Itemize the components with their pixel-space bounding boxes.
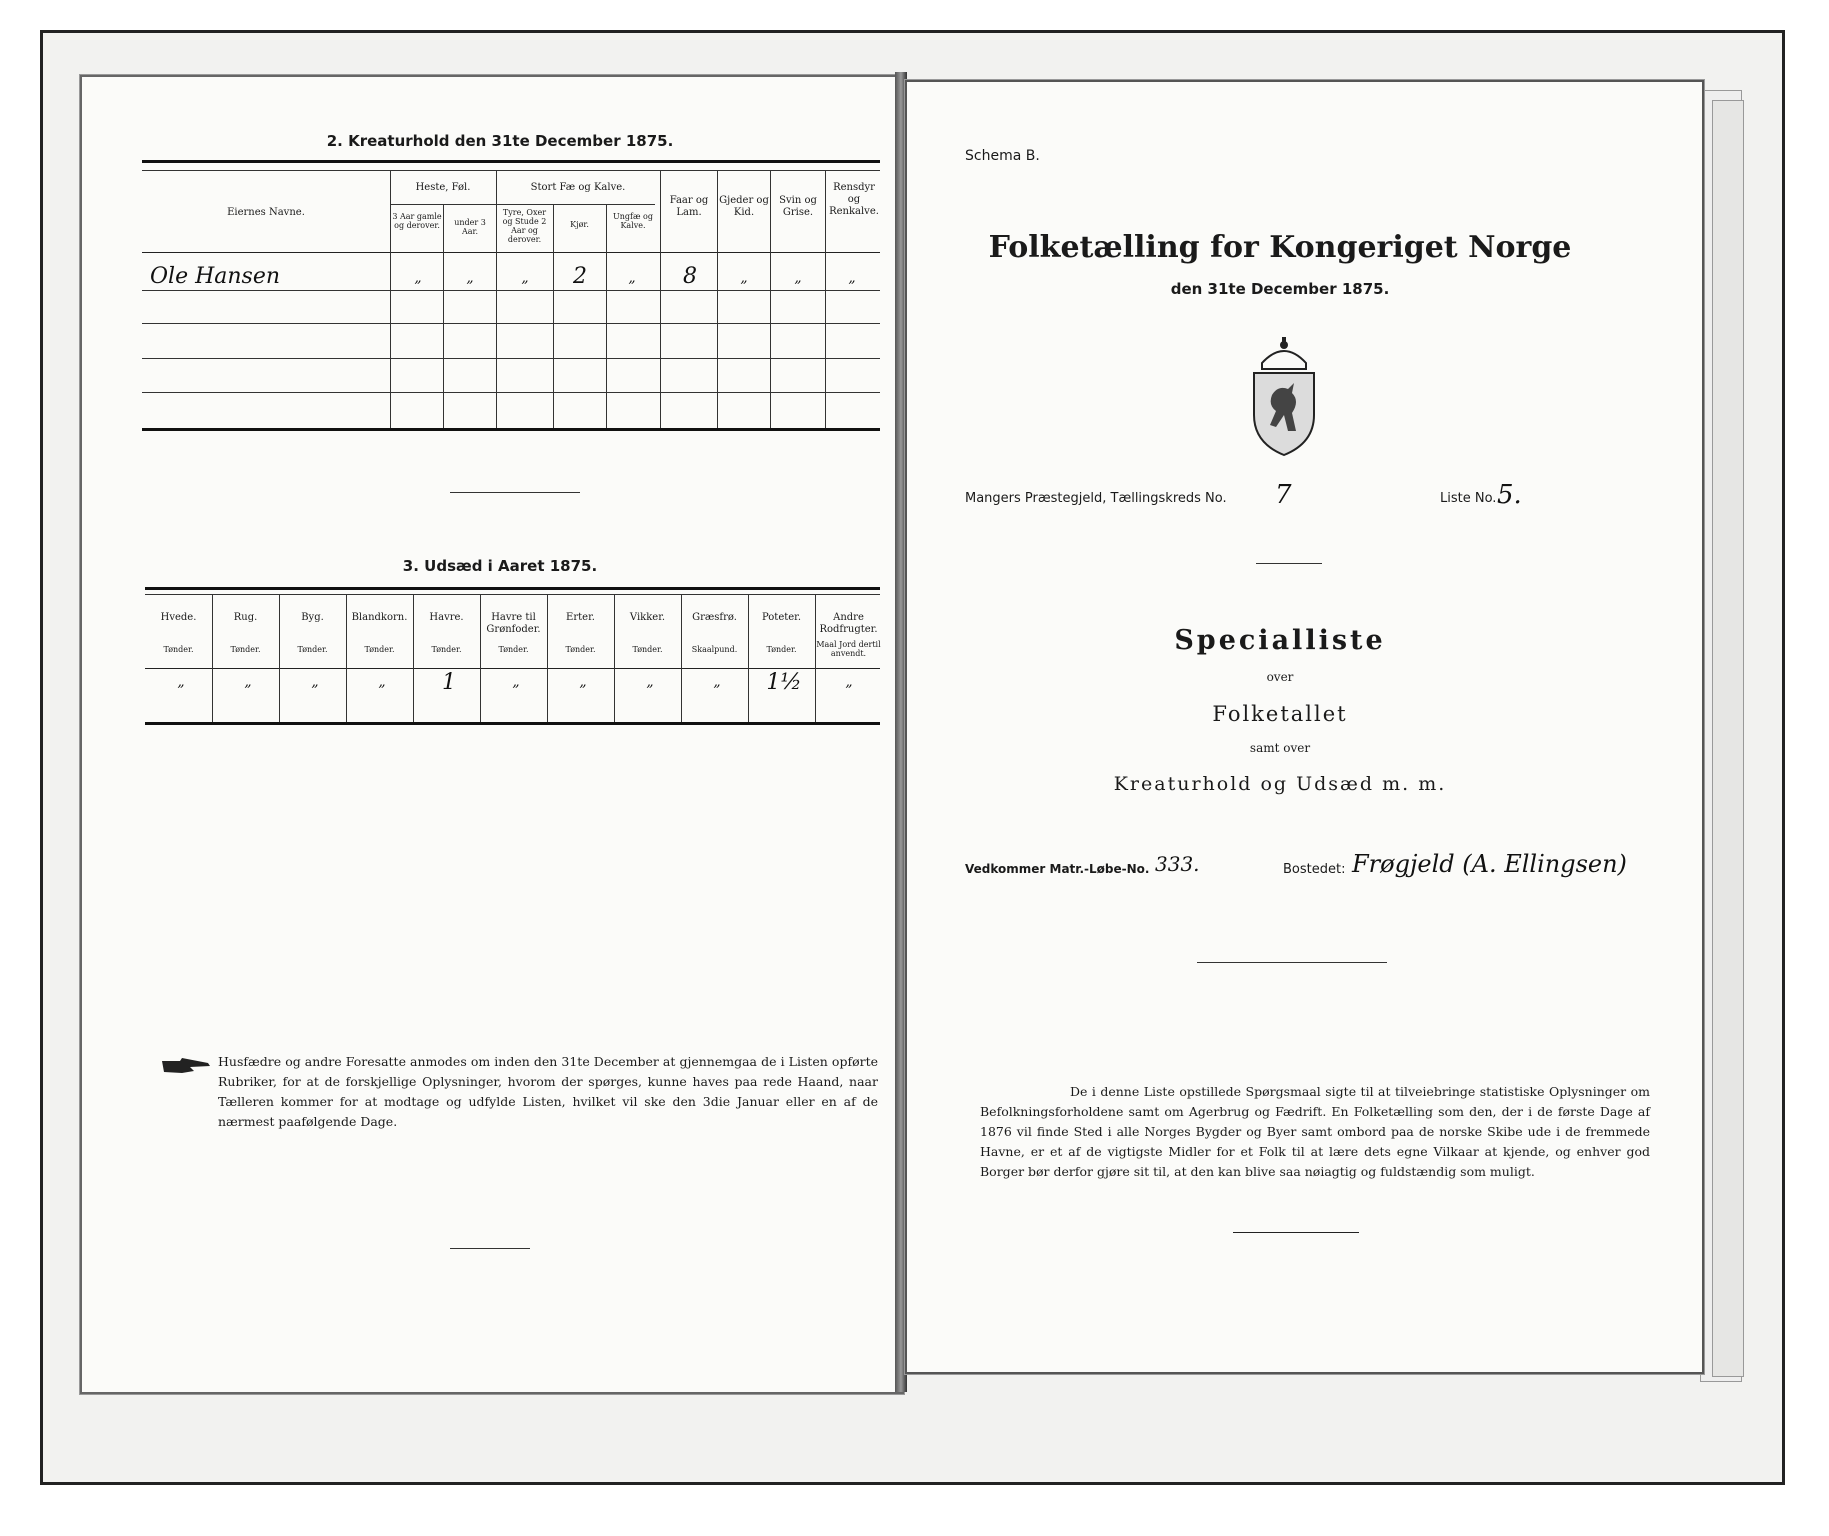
row-value: „ [414,270,422,286]
row-value: „ [848,270,856,286]
over-text: over [1266,670,1294,684]
udsaed-header: Blandkorn. [351,612,408,623]
udsaed-value: „ [512,674,520,690]
header-tyre: Tyre, Oxer og Stude 2 Aar og derover. [502,208,547,244]
udsaed-header: Rug. [233,612,258,623]
district-label: Mangers Præstegjeld, Tællingskreds No. [965,491,1227,506]
samt-over-text: samt over [1249,741,1311,755]
pointing-hand-icon [160,1055,212,1077]
row-value: „ [521,270,529,286]
header-heste-3aar: 3 Aar gamle og derover. [392,212,442,230]
udsaed-value: „ [177,674,185,690]
owner-name: Ole Hansen [150,264,281,289]
row-value: 8 [683,264,697,289]
row-value: „ [740,270,748,286]
udsaed-value: „ [646,674,654,690]
udsaed-unit: Tønder. [163,645,194,654]
udsaed-unit: Tønder. [364,645,395,654]
udsaed-unit: Tønder. [632,645,663,654]
matr-number: 333. [1155,852,1200,876]
row-value: „ [466,270,474,286]
udsaed-value: 1 [442,670,456,695]
header-gjeder: Gjeder og Kid. [719,195,769,218]
bostedet-value: Frøgjeld (A. Ellingsen) [1352,850,1627,878]
udsaed-header: Græsfrø. [692,612,737,623]
row-value: „ [628,270,636,286]
udsaed-value: „ [244,674,252,690]
header-heste: Heste, Føl. [415,182,471,193]
header-faar: Faar og Lam. [669,195,709,218]
udsaed-value: „ [579,674,587,690]
udsaed-header: Vikker. [629,612,666,623]
matr-label: Vedkommer Matr.-Løbe-No. [965,862,1150,876]
schema-label: Schema B. [965,148,1040,164]
bostedet-label: Bostedet: [1283,862,1346,877]
udsaed-header: Havre. [429,612,464,623]
udsaed-value: „ [713,674,721,690]
header-heste-under: under 3 Aar. [454,218,486,236]
main-subtitle: den 31te December 1875. [1170,280,1390,298]
header-ungfae: Ungfæ og Kalve. [613,212,653,230]
udsaed-unit: Tønder. [230,645,261,654]
list-number: 5. [1497,480,1522,510]
udsaed-header: Byg. [301,612,324,623]
row-value: 2 [573,264,587,289]
header-owner: Eiernes Navne. [227,207,305,218]
udsaed-unit: Tønder. [297,645,328,654]
udsaed-header: Havre til Grønfoder. [486,612,541,635]
main-title: Folketælling for Kongeriget Norge [988,230,1572,265]
footer-text: De i denne Liste opstillede Spørgsmaal sigte til at tilveiebringe statistiske Oplysninger om Befolkningsforholdene samt om Agerbrug og Fædrift. En Folketælling som den, der i de første Dage af 1876 vil finde Sted i alle Norges Bygder og Byer samt ombord paa de norske Skibe ude i de fremmede Havne, er et af de vigtigste Midler for et Folk til at lære dets egne Vilkaar at kjende, og enhver god Borger bør derfor gjøre sit til, at den kan blive saa nøiagtig og fuldstændig som muligt. [980,1084,1650,1179]
udsaed-unit: Tønder. [766,645,797,654]
header-svin: Svin og Grise. [779,195,817,218]
udsaed-unit: Tønder. [431,645,462,654]
udsaed-value: „ [378,674,386,690]
udsaed-unit: Maal Jord dertil anvendt. [816,640,881,658]
udsaed-value: „ [845,674,853,690]
udsaed-header: Erter. [566,612,595,623]
section2-title: 2. Kreaturhold den 31te December 1875. [326,132,674,150]
section3-title: 3. Udsæd i Aaret 1875. [402,557,598,575]
row-value: „ [794,270,802,286]
udsaed-header: Andre Rodfrugter. [819,612,878,635]
list-label: Liste No. [1440,491,1497,506]
page-stack-edge [1712,100,1744,1377]
udsaed-unit: Tønder. [498,645,529,654]
udsaed-header: Hvede. [160,612,197,623]
header-stort-fae: Stort Fæ og Kalve. [530,182,626,193]
udsaed-unit: Skaalpund. [691,645,738,654]
udsaed-value: „ [311,674,319,690]
udsaed-value: 1½ [766,670,802,695]
kreaturhold-text: Kreaturhold og Udsæd m. m. [1113,773,1447,795]
district-number: 7 [1275,480,1292,510]
coat-of-arms-icon [1248,335,1320,457]
udsaed-header: Poteter. [761,612,802,623]
folketallet-text: Folketallet [1212,702,1348,726]
header-rensdyr: Rensdyr og Renkalve. [829,182,879,217]
instruction-note: Husfædre og andre Foresatte anmodes om inden den 31te December at gjennemgaa de i Listen opførte Rubriker, for at de forskjellige Oplysninger, hvorom der spørges, kunne haves paa rede Haand, naar Tælleren kommer for at modtage og udfylde Listen, hvilket vil ske den 3die Januar eller en af de nærmest paafølgende Dage. [218,1054,878,1129]
specialliste-title: Specialliste [1174,625,1386,656]
header-kjor: Kjør. [570,220,589,229]
udsaed-unit: Tønder. [565,645,596,654]
